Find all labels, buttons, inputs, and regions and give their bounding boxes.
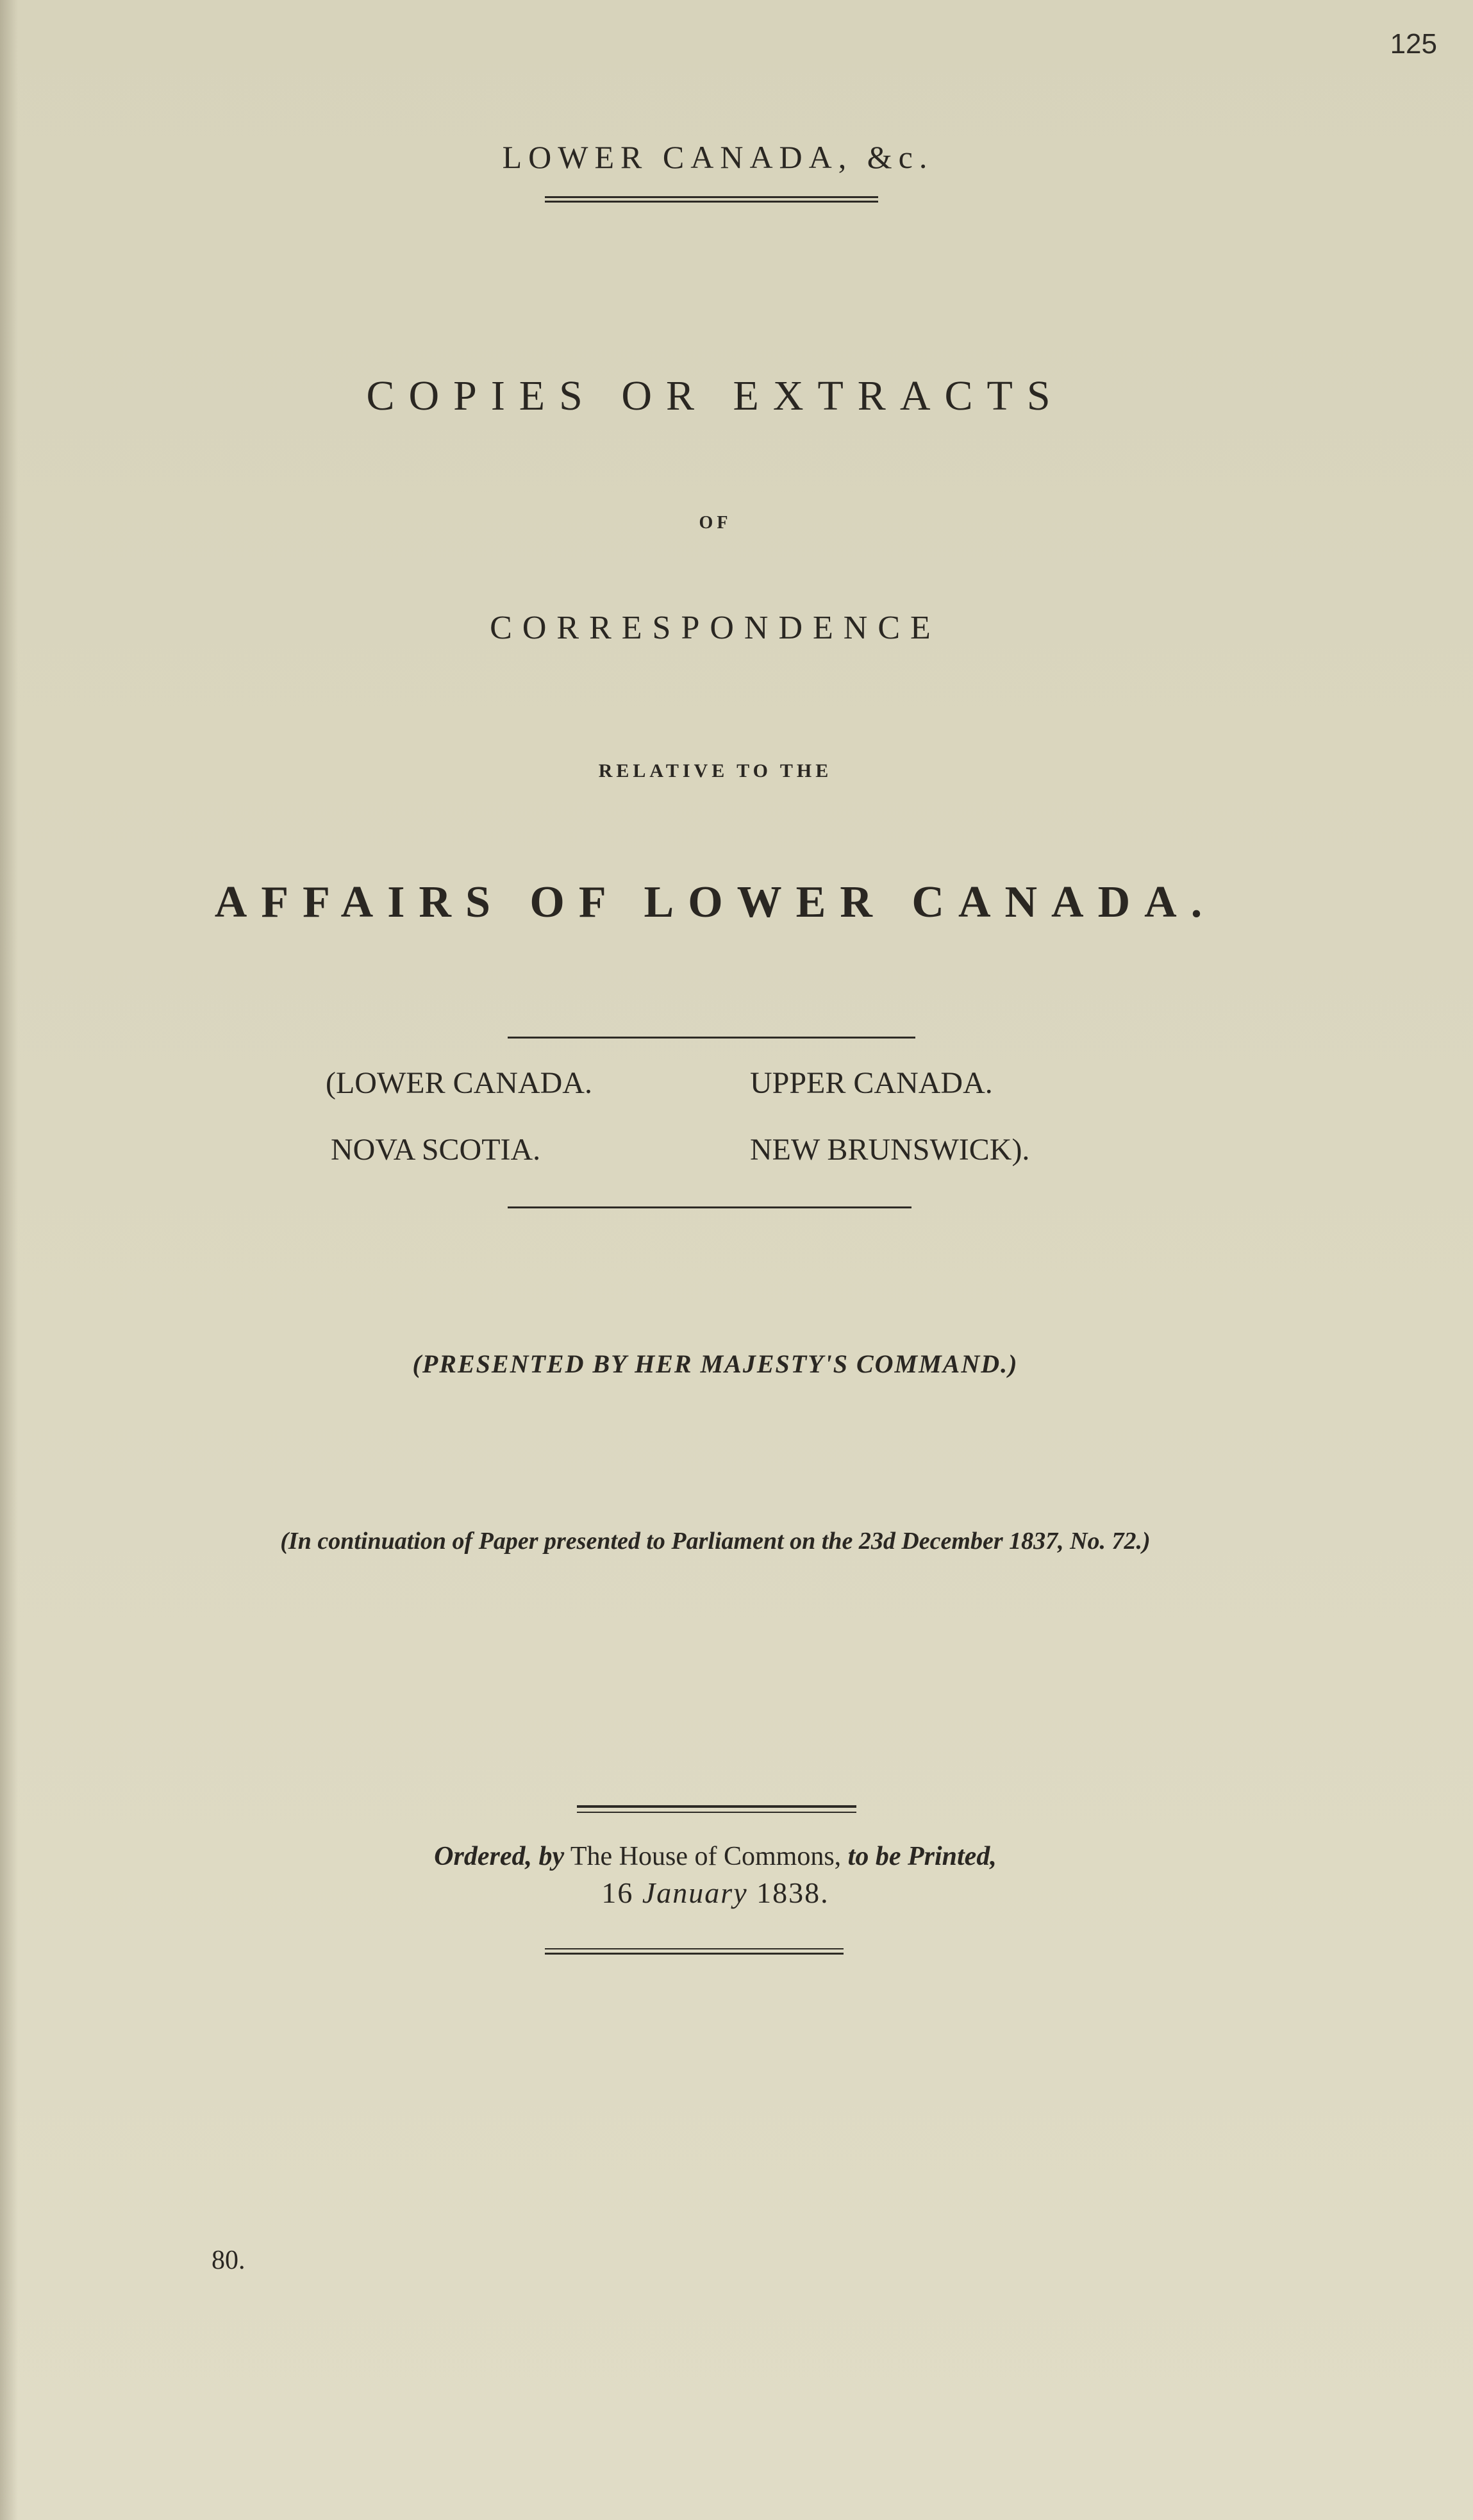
sheet-number: 80.: [212, 2246, 246, 2275]
running-head-rule-bottom: [545, 201, 878, 203]
page-number: 125: [1390, 28, 1437, 60]
order-date: [0, 1876, 1431, 1910]
to-be-printed: to be Printed,: [847, 1842, 997, 1871]
province-nova-scotia: NOVA SCOTIA.: [331, 1133, 541, 1167]
order-month: January: [642, 1876, 748, 1909]
title-of: OF: [699, 513, 732, 533]
by-word: by: [538, 1842, 565, 1871]
main-title: COPIES OR EXTRACTS: [366, 372, 1065, 419]
province-lower-canada: (LOWER CANADA.: [326, 1066, 592, 1100]
ordered-word: Ordered,: [434, 1842, 532, 1871]
order-rule-bottom-b: [545, 1953, 844, 1955]
title-correspondence: CORRESPONDENCE: [490, 610, 941, 646]
continuation-note: (In continuation of Paper presented to Parliament on the 23d December 1837, No. 72.): [280, 1528, 1151, 1555]
province-new-brunswick: NEW BRUNSWICK).: [750, 1133, 1030, 1167]
running-head-rule-top: [545, 196, 878, 198]
provinces-rule-bottom: [508, 1206, 911, 1208]
order-day: 16: [601, 1876, 634, 1909]
order-rule-bottom-a: [545, 1948, 844, 1949]
title-relative-to-the: RELATIVE TO THE: [598, 760, 833, 781]
title-affairs: AFFAIRS OF LOWER CANADA.: [214, 878, 1217, 927]
running-head: LOWER CANADA, &c.: [502, 139, 934, 175]
provinces-rule-top: [508, 1037, 915, 1039]
ordered-line: [0, 1841, 1431, 1872]
presented-by-command: (PRESENTED BY HER MAJESTY'S COMMAND.): [412, 1349, 1019, 1378]
house-of-commons: The House of Commons,: [570, 1842, 842, 1871]
province-upper-canada: UPPER CANADA.: [750, 1066, 993, 1100]
order-rule-top-a: [577, 1805, 856, 1808]
order-rule-top-b: [577, 1812, 856, 1813]
order-year: 1838.: [756, 1876, 829, 1909]
